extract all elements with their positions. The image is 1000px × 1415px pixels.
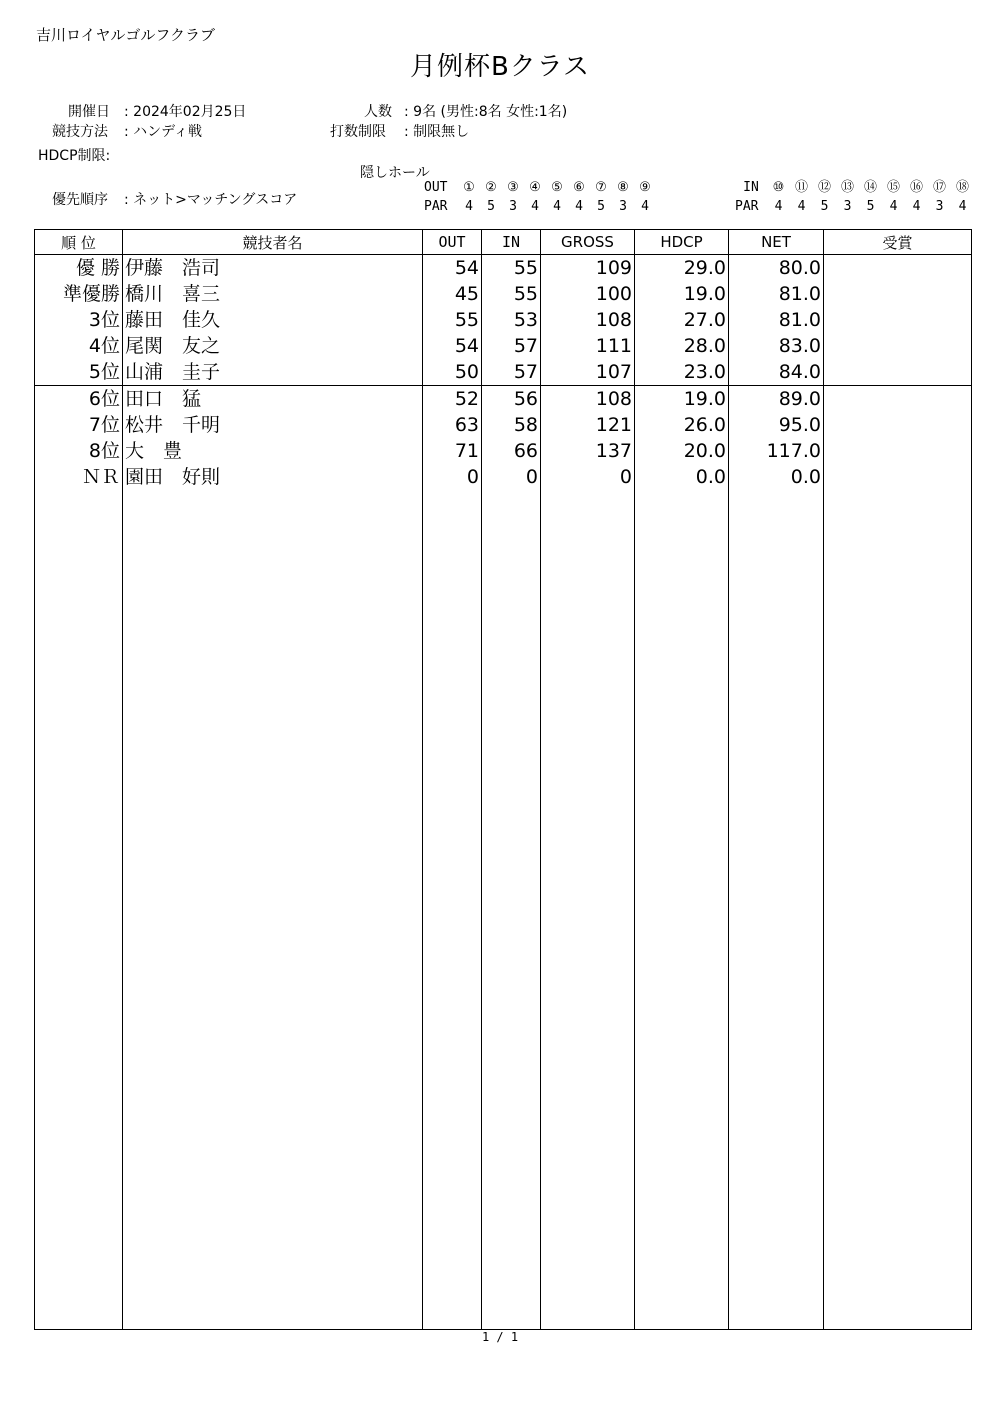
rank: 3位 <box>35 307 123 333</box>
net-score: 117.0 <box>729 438 824 464</box>
par-15: 4 <box>889 199 898 214</box>
out-score: 52 <box>423 386 482 413</box>
par-7: 5 <box>597 199 605 214</box>
par-3: 3 <box>509 199 517 214</box>
rank: ＮＲ <box>35 464 123 490</box>
player-name: 伊藤 浩司 <box>123 255 423 282</box>
out-score: 55 <box>423 307 482 333</box>
hole-10: ⑩ <box>772 180 785 195</box>
club-name: 吉川ロイヤルゴルフクラブ <box>36 26 215 44</box>
date-value: : 2024年02月25日 <box>124 104 247 120</box>
results-table <box>34 229 972 1330</box>
hole-2: ② <box>485 180 497 195</box>
table-filler <box>35 490 972 1330</box>
gross-score: 137 <box>541 438 635 464</box>
par-label-in: PAR <box>735 199 759 214</box>
hdcp-value: 20.0 <box>635 438 729 464</box>
header-row <box>35 230 972 255</box>
page-number: 1 / 1 <box>481 1330 519 1344</box>
player-name: 園田 好則 <box>123 464 423 490</box>
gross-score: 0 <box>541 464 635 490</box>
hole-3: ③ <box>507 180 519 195</box>
table-row <box>35 438 972 464</box>
in-label: IN <box>743 180 759 195</box>
hole-17: ⑰ <box>932 180 946 195</box>
gross-score: 108 <box>541 307 635 333</box>
table-row <box>35 255 972 282</box>
net-score: 89.0 <box>729 386 824 413</box>
table-row <box>35 464 972 490</box>
par-17: 3 <box>935 199 944 214</box>
hole-11: ⑪ <box>794 180 808 195</box>
hdcp-value: 19.0 <box>635 386 729 413</box>
hole-13: ⑬ <box>840 180 854 195</box>
col-award: 受賞 <box>824 230 972 255</box>
player-name: 田口 猛 <box>123 386 423 413</box>
rank: 4位 <box>35 333 123 359</box>
priority-value: : ネット>マッチングスコア <box>124 192 298 208</box>
net-score: 84.0 <box>729 359 824 386</box>
net-score: 0.0 <box>729 464 824 490</box>
par-6: 4 <box>575 199 583 214</box>
par-10: 4 <box>774 199 783 214</box>
hole-12: ⑫ <box>817 180 831 195</box>
par-18: 4 <box>958 199 967 214</box>
priority-label: 優先順序 <box>52 192 108 208</box>
gross-score: 108 <box>541 386 635 413</box>
method-label: 競技方法 <box>52 124 108 140</box>
hole-9: ⑨ <box>639 180 651 195</box>
award <box>824 281 972 307</box>
in-score: 56 <box>482 386 541 413</box>
hole-18: ⑱ <box>955 180 969 195</box>
hdcp-value: 19.0 <box>635 281 729 307</box>
table-row <box>35 333 972 359</box>
people-value: : 9名 (男性:8名 女性:1名) <box>404 104 568 120</box>
hole-16: ⑯ <box>909 180 923 195</box>
hole-8: ⑧ <box>617 180 629 195</box>
player-name: 藤田 佳久 <box>123 307 423 333</box>
rank: 6位 <box>35 386 123 413</box>
player-name: 山浦 圭子 <box>123 359 423 386</box>
out-label: OUT <box>424 180 448 195</box>
col-out: OUT <box>423 230 482 255</box>
col-in: IN <box>482 230 541 255</box>
award <box>824 255 972 282</box>
hdcp-value: 29.0 <box>635 255 729 282</box>
out-score: 50 <box>423 359 482 386</box>
out-score: 45 <box>423 281 482 307</box>
gross-score: 109 <box>541 255 635 282</box>
net-score: 80.0 <box>729 255 824 282</box>
in-score: 53 <box>482 307 541 333</box>
table-row <box>35 386 972 413</box>
award <box>824 464 972 490</box>
hole-1: ① <box>463 180 475 195</box>
rank: 5位 <box>35 359 123 386</box>
hdcp-value: 28.0 <box>635 333 729 359</box>
hdcp-limit-label: HDCP制限: <box>38 148 111 164</box>
gross-score: 107 <box>541 359 635 386</box>
in-pars <box>735 198 974 216</box>
in-score: 57 <box>482 359 541 386</box>
gross-score: 100 <box>541 281 635 307</box>
table-row <box>35 281 972 307</box>
hidden-holes-label: 隠しホール <box>360 165 430 181</box>
par-12: 5 <box>820 199 829 214</box>
par-1: 4 <box>465 199 473 214</box>
out-score: 71 <box>423 438 482 464</box>
hdcp-value: 23.0 <box>635 359 729 386</box>
hdcp-value: 27.0 <box>635 307 729 333</box>
in-score: 57 <box>482 333 541 359</box>
in-score: 55 <box>482 255 541 282</box>
net-score: 81.0 <box>729 307 824 333</box>
col-gross: GROSS <box>541 230 635 255</box>
par-13: 3 <box>843 199 852 214</box>
out-score: 54 <box>423 255 482 282</box>
net-score: 83.0 <box>729 333 824 359</box>
hdcp-value: 26.0 <box>635 412 729 438</box>
out-score: 0 <box>423 464 482 490</box>
award <box>824 412 972 438</box>
in-score: 0 <box>482 464 541 490</box>
par-label: PAR <box>424 199 448 214</box>
hole-5: ⑤ <box>551 180 563 195</box>
player-name: 松井 千明 <box>123 412 423 438</box>
col-rank: 順 位 <box>35 230 123 255</box>
par-4: 4 <box>531 199 539 214</box>
out-holes <box>424 179 656 197</box>
player-name: 大 豊 <box>123 438 423 464</box>
method-value: : ハンディ戦 <box>124 124 203 140</box>
table-row <box>35 307 972 333</box>
table-row <box>35 359 972 386</box>
award <box>824 386 972 413</box>
out-score: 63 <box>423 412 482 438</box>
par-11: 4 <box>797 199 806 214</box>
in-holes <box>735 179 974 197</box>
col-name: 競技者名 <box>123 230 423 255</box>
people-label: 人数 <box>364 104 392 120</box>
hole-14: ⑭ <box>863 180 877 195</box>
rank: 優 勝 <box>35 255 123 282</box>
par-8: 3 <box>619 199 627 214</box>
in-score: 58 <box>482 412 541 438</box>
hole-4: ④ <box>529 180 541 195</box>
rank: 7位 <box>35 412 123 438</box>
date-label: 開催日 <box>68 104 110 120</box>
par-5: 4 <box>553 199 561 214</box>
rank: 8位 <box>35 438 123 464</box>
rank: 準優勝 <box>35 281 123 307</box>
hole-6: ⑥ <box>573 180 585 195</box>
out-score: 54 <box>423 333 482 359</box>
award <box>824 333 972 359</box>
col-net: NET <box>729 230 824 255</box>
hole-15: ⑮ <box>886 180 900 195</box>
par-2: 5 <box>487 199 495 214</box>
hole-7: ⑦ <box>595 180 607 195</box>
award <box>824 359 972 386</box>
award <box>824 307 972 333</box>
page-title: 月例杯Bクラス <box>409 52 591 82</box>
stroke-limit-label: 打数制限 <box>330 124 386 140</box>
hdcp-value: 0.0 <box>635 464 729 490</box>
gross-score: 121 <box>541 412 635 438</box>
award <box>824 438 972 464</box>
player-name: 尾関 友之 <box>123 333 423 359</box>
net-score: 95.0 <box>729 412 824 438</box>
player-name: 橋川 喜三 <box>123 281 423 307</box>
out-pars <box>424 198 656 216</box>
in-score: 66 <box>482 438 541 464</box>
par-16: 4 <box>912 199 921 214</box>
par-9: 4 <box>641 199 649 214</box>
col-hdcp: HDCP <box>635 230 729 255</box>
in-score: 55 <box>482 281 541 307</box>
par-14: 5 <box>866 199 875 214</box>
gross-score: 111 <box>541 333 635 359</box>
stroke-limit-value: : 制限無し <box>404 124 470 140</box>
table-row <box>35 412 972 438</box>
net-score: 81.0 <box>729 281 824 307</box>
